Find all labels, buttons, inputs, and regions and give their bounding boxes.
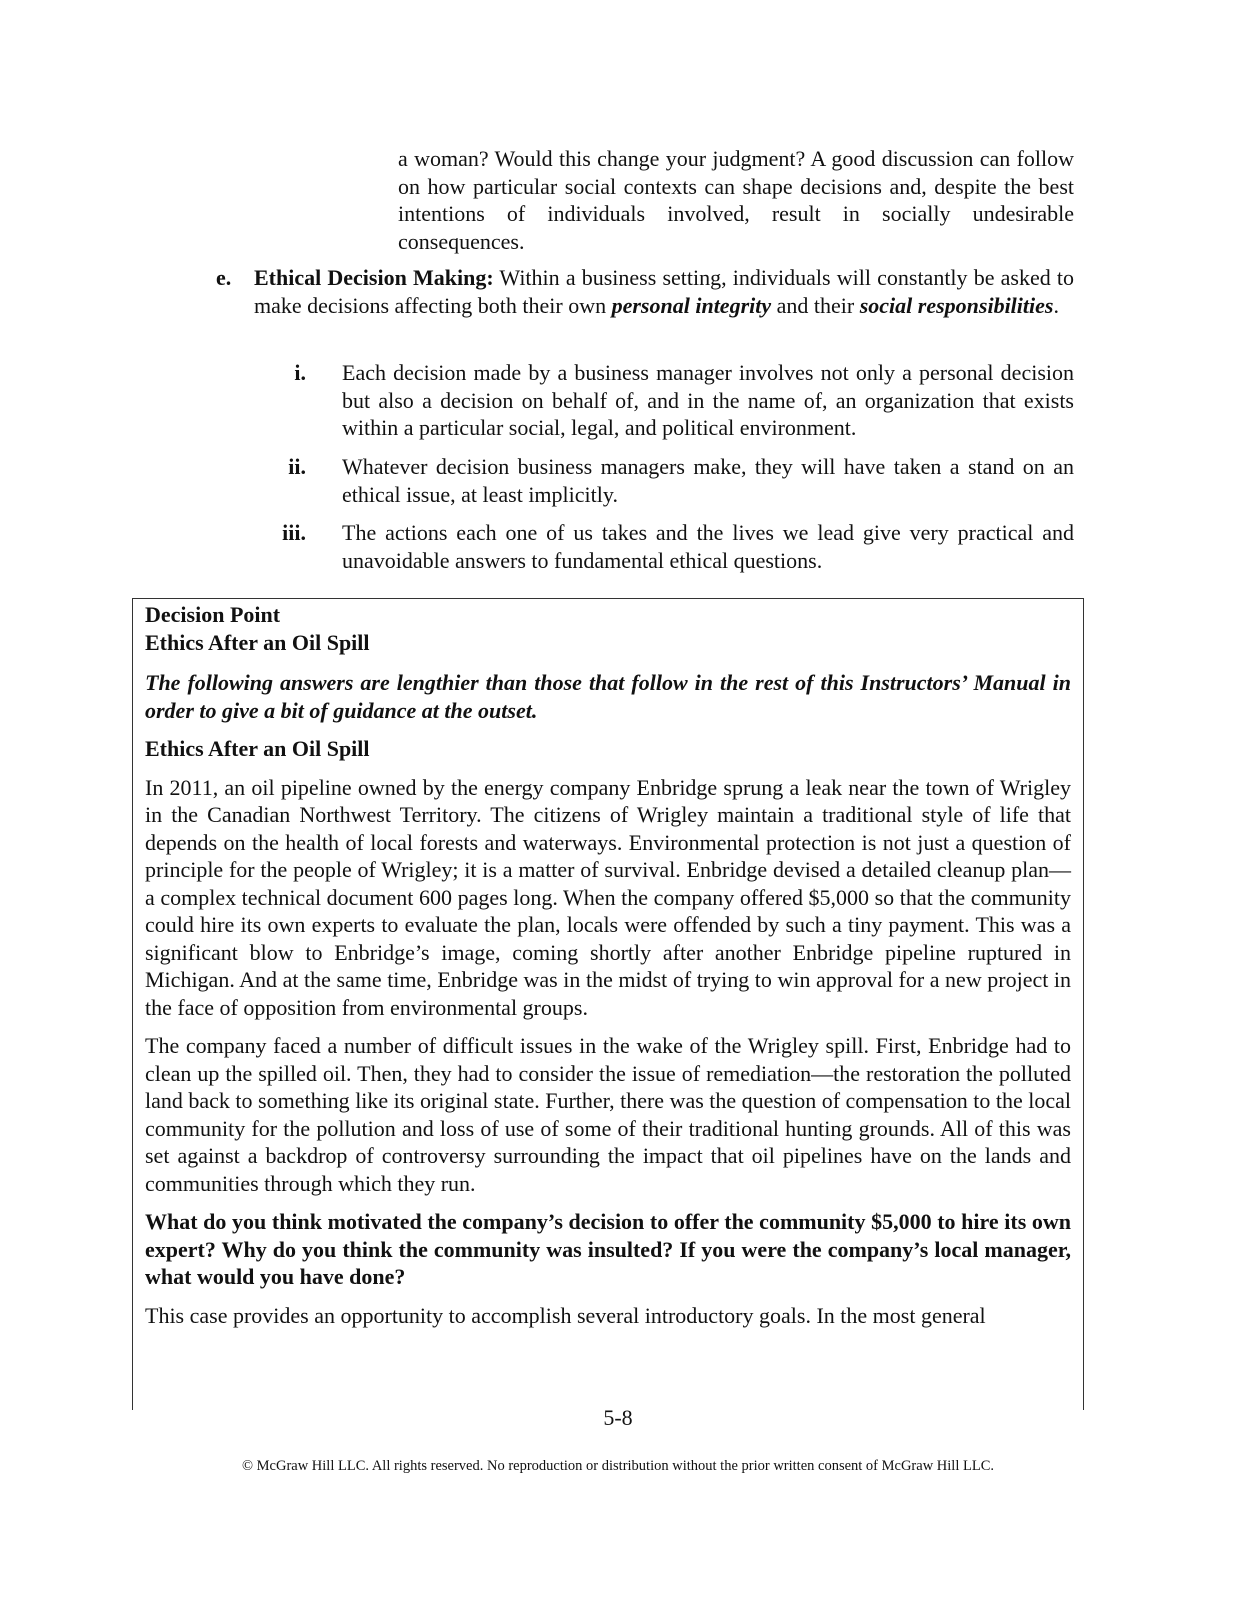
emphasis-social-responsibilities: social responsibilities (859, 292, 1054, 318)
discussion-question: What do you think motivated the company’s decision to offer the community $5,000 to hire its own expert? Why do you think the community was insulted? If you were the company’s local manager, what would you have done? (145, 1209, 1071, 1289)
list-item-marker: i. (294, 360, 306, 385)
section-e-heading: Ethical Decision Making: (254, 265, 494, 290)
case-paragraph-2: The company faced a number of difficult issues in the wake of the Wrigley spill. First, Enbridge had to clean up the spilled oil. Then, they had to consider the issue of remediation—the restoration the polluted land back to something like its original state. Further, there was the question of compensation to the local community for the pollution and loss of use of some of their traditional hunting grounds. All of this was set against a backdrop of controversy surrounding the impact that oil pipelines have on the lands and communities through which they run. (145, 1033, 1071, 1196)
page-number: 5-8 (603, 1405, 633, 1430)
list-item-marker: iii. (282, 520, 306, 545)
case-heading: Ethics After an Oil Spill (145, 736, 370, 761)
list-item (216, 519, 1074, 574)
case-paragraph-3: This case provides an opportunity to accomplish several introductory goals. In the most general (145, 1302, 986, 1328)
list-item-text: Each decision made by a business manager involves not only a personal decision but also a decision on behalf of, and in the name of, an organization that exists within a particular social, legal, and political environment. (342, 360, 1074, 440)
instructor-note: The following answers are lengthier than those that follow in the rest of this Instructors’ Manual in order to give a bit of guidance at the outset. (145, 670, 1071, 723)
emphasis-personal-integrity: personal integrity (611, 292, 772, 318)
case-paragraph-1: In 2011, an oil pipeline owned by the energy company Enbridge sprung a leak near the town of Wrigley in the Canadian Northwest Territory. The citizens of Wrigley maintain a traditional style of life that depends on the health of local forests and waterways. Environmental protection is not just a question of principle for the people of Wrigley; it is a matter of survival. Enbridge devised a detailed cleanup plan—a complex technical document 600 pages long. When the company offered $5,000 so that the community could hire its own experts to evaluate the plan, locals were offended by such a tiny payment. This was a significant blow to Enbridge’s image, coming shortly after another Enbridge pipeline ruptured in Michigan. And at the same time, Enbridge was in the midst of trying to win approval for a new project in the face of opposition from environmental groups. (145, 774, 1071, 1020)
list-item (216, 453, 1074, 508)
list-item-text: Whatever decision business managers make, they will have taken a stand on an ethical issue, at least implicitly. (342, 454, 1074, 507)
section-e-text-before: Within a business setting, individuals will constantly be asked to make decisions affecting both their own (254, 265, 1074, 318)
section-e (216, 264, 1074, 319)
intro-paragraph: a woman? Would this change your judgment? A good discussion can follow on how particular social contexts can shape decisions and, despite the best intentions of individuals involved, result in socially undesirable consequences. (398, 146, 1074, 254)
list-item-marker: ii. (288, 454, 306, 479)
section-e-marker: e. (216, 265, 232, 290)
decision-point-title: Ethics After an Oil Spill (145, 629, 370, 655)
copyright-notice: © McGraw Hill LLC. All rights reserved. No reproduction or distribution without the prior written consent of McGraw Hill LLC. (242, 1458, 994, 1474)
section-e-paragraph (254, 264, 1074, 319)
section-e-text-middle: and their (771, 292, 860, 318)
decision-point-content (145, 601, 1071, 1329)
section-e-text-after: . (1053, 292, 1059, 318)
list-item-text: The actions each one of us takes and the lives we lead give very practical and unavoidable answers to fundamental ethical questions. (342, 520, 1074, 573)
decision-point-box (132, 598, 1084, 1410)
list-item (216, 359, 1074, 442)
decision-point-label: Decision Point (145, 602, 281, 627)
